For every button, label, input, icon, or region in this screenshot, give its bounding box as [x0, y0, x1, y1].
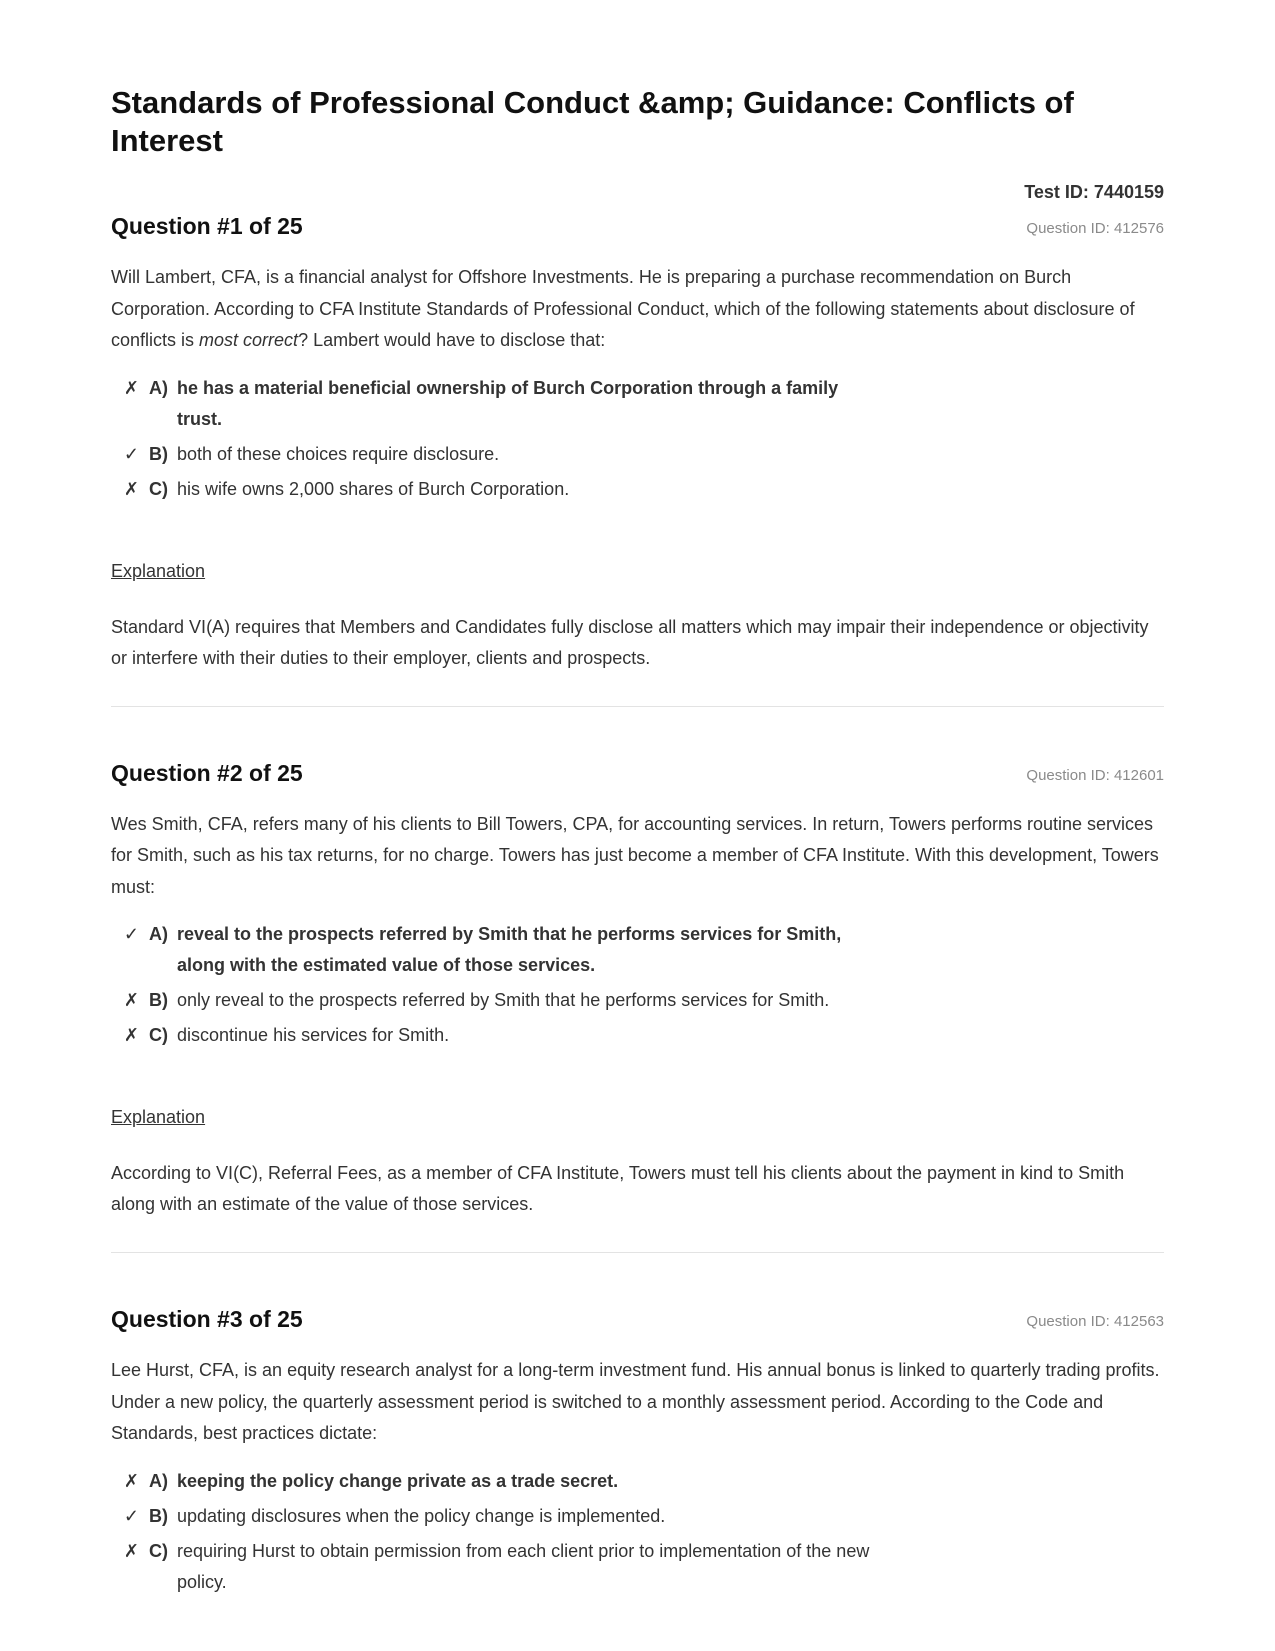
choice-text: he has a material beneficial ownership of Burch Corporation through a family trust.: [177, 377, 839, 429]
question-header: [111, 1305, 1164, 1333]
incorrect-icon: ✗: [123, 1025, 139, 1045]
choice-text: requiring Hurst to obtain permission from each client prior to implementation of the new policy.: [177, 1540, 870, 1592]
choice-b[interactable]: [111, 1501, 1164, 1532]
test-id: Test ID: 7440159: [1024, 182, 1164, 202]
choice-letter: A): [149, 1470, 168, 1491]
stem-text: Will Lambert, CFA, is a financial analyst for Offshore Investments. He is preparing a purchase recommendation on Burch Corporation. According to CFA Institute Standards of Professional Conduct, which of the following statements about disclosure of conflicts is: [111, 267, 1135, 350]
stem-emphasis: most correct: [199, 330, 299, 350]
question-title: Question #1 of 25: [111, 213, 303, 239]
question-id: Question ID: 412576: [1026, 220, 1164, 237]
question-stem: Wes Smith, CFA, refers many of his clients to Bill Towers, CPA, for accounting services. In return, Towers performs routine services for Smith, such as his tax returns, for no charge. Towers has just become a member of CFA Institute. With this development, Towers must:: [111, 813, 1159, 897]
correct-icon: ✓: [123, 924, 139, 944]
question-divider: [111, 1252, 1164, 1253]
question-id: Question ID: 412563: [1026, 1313, 1164, 1330]
incorrect-icon: ✗: [123, 1470, 139, 1491]
choice-text: discontinue his services for Smith.: [177, 1025, 450, 1045]
choice-text: his wife owns 2,000 shares of Burch Corporation.: [177, 478, 570, 499]
explanation-text: According to VI(C), Referral Fees, as a member of CFA Institute, Towers must tell his clients about the payment in kind to Smith along with an estimate of the value of those services.: [111, 1163, 1125, 1214]
stem-text-end: ? Lambert would have to disclose that:: [298, 330, 606, 350]
choice-text: keeping the policy change private as a trade secret.: [177, 1470, 619, 1491]
question-2: [111, 759, 1164, 1254]
question-divider: [111, 706, 1164, 707]
answer-choices: [111, 1466, 1164, 1598]
explanation-text: Standard VI(A) requires that Members and Candidates fully disclose all matters which may impair their independence or objectivity or interfere with their duties to their employer, clients and prospects.: [111, 616, 1149, 668]
question-id: Question ID: 412601: [1026, 766, 1164, 784]
choice-letter: C): [149, 1540, 168, 1561]
choice-a[interactable]: [111, 373, 1164, 435]
question-stem: [111, 262, 1166, 357]
choice-a[interactable]: [111, 919, 1164, 981]
incorrect-icon: ✗: [123, 990, 139, 1010]
choice-letter: B): [149, 990, 168, 1010]
choice-letter: C): [149, 1025, 168, 1045]
choice-letter: B): [149, 443, 168, 464]
choice-b[interactable]: [111, 985, 1164, 1016]
choice-text: both of these choices require disclosure.: [177, 443, 500, 464]
question-title: Question #3 of 25: [111, 1306, 303, 1332]
incorrect-icon: ✗: [123, 1540, 139, 1561]
choice-text: reveal to the prospects referred by Smith that he performs services for Smith, along with the estimated value of those services.: [177, 924, 842, 975]
question-title: Question #2 of 25: [111, 759, 303, 786]
incorrect-icon: ✗: [123, 377, 139, 398]
choice-c[interactable]: [111, 474, 1164, 505]
choice-b[interactable]: [111, 439, 1164, 470]
incorrect-icon: ✗: [123, 478, 139, 499]
question-stem: Lee Hurst, CFA, is an equity research analyst for a long-term investment fund. His annual bonus is linked to quarterly trading profits. Under a new policy, the quarterly assessment period is switched to a monthly assessment period. According to the Code and Standards, best practices dictate:: [111, 1360, 1160, 1443]
explanation-label: Explanation: [111, 560, 206, 581]
question-header: [111, 759, 1164, 787]
choice-c[interactable]: [111, 1536, 1164, 1598]
choice-text: updating disclosures when the policy change is implemented.: [177, 1505, 666, 1526]
explanation-label: Explanation: [111, 1107, 206, 1127]
choice-letter: A): [149, 924, 168, 944]
question-header: [111, 212, 1164, 240]
correct-icon: ✓: [123, 1505, 139, 1526]
choice-c[interactable]: [111, 1020, 1164, 1051]
question-1: [111, 212, 1164, 707]
answer-choices: [111, 919, 1164, 1051]
correct-icon: ✓: [123, 443, 139, 464]
choice-letter: C): [149, 478, 168, 499]
answer-choices: [111, 373, 1164, 505]
document-title: Standards of Professional Conduct &amp; Guidance: Conflicts of Interest: [111, 85, 1074, 158]
choice-a[interactable]: [111, 1466, 1164, 1497]
question-3: [111, 1305, 1164, 1598]
choice-text: only reveal to the prospects referred by Smith that he performs services for Smith.: [177, 990, 830, 1010]
choice-letter: B): [149, 1505, 168, 1526]
choice-letter: A): [149, 377, 168, 398]
